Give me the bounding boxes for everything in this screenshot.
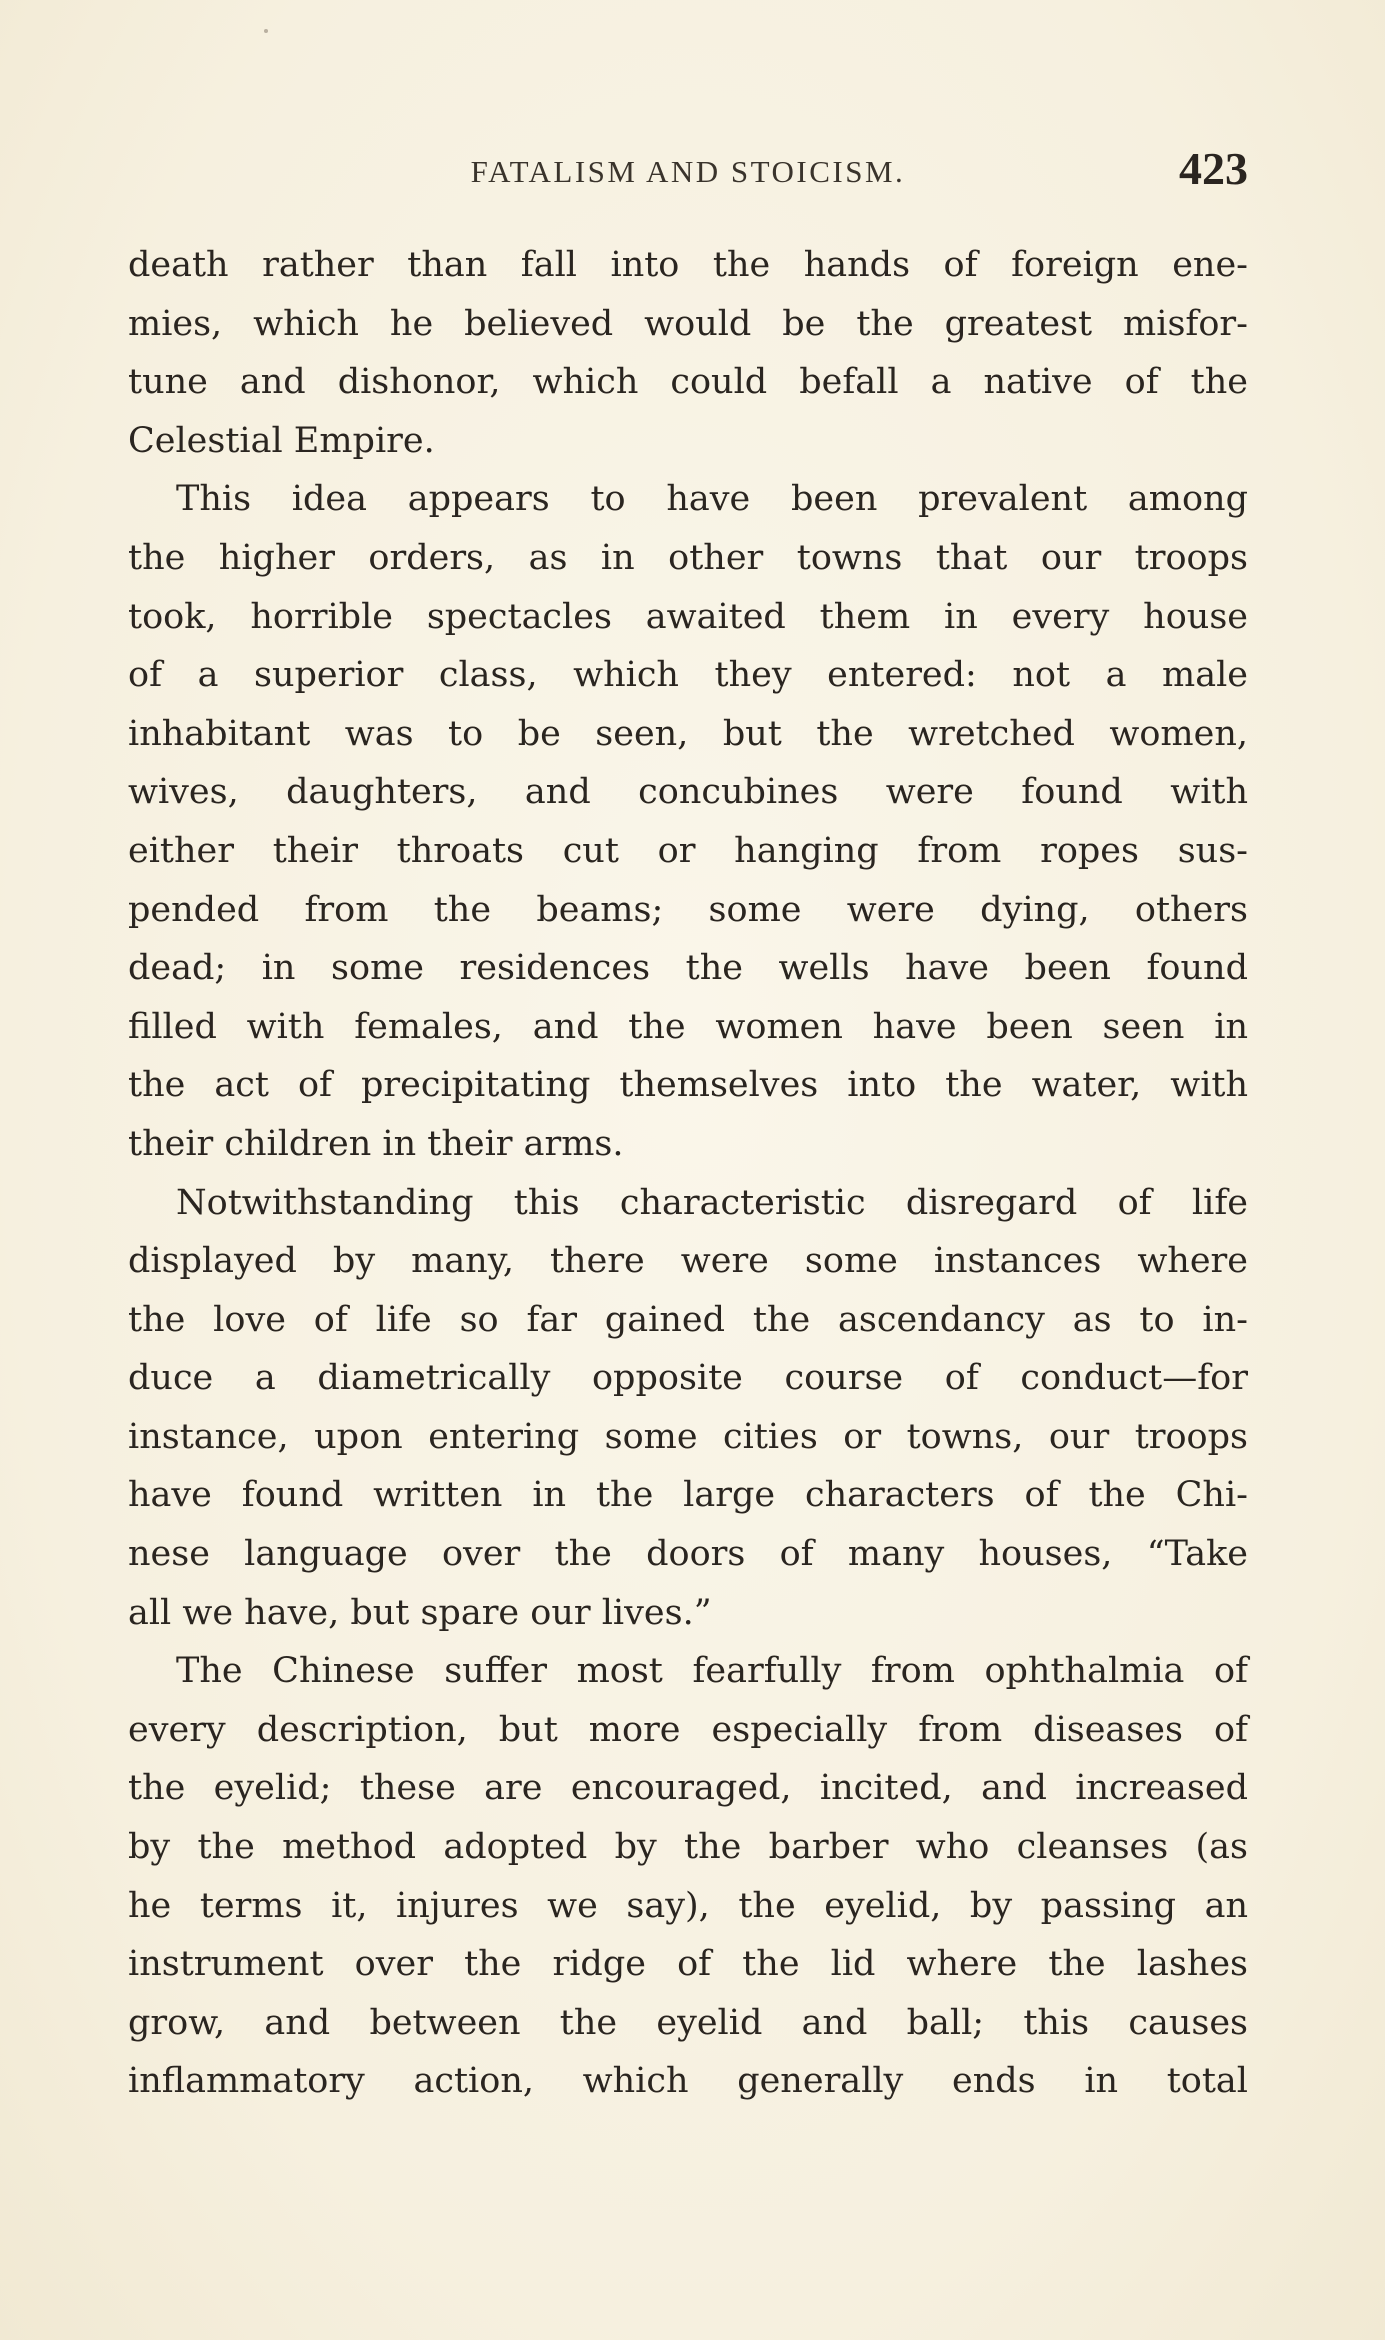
- paragraph-4: [128, 1642, 1248, 2111]
- text-line: all we have, but spare our lives.”: [128, 1592, 712, 1633]
- text-line: dead; in some residences the wells have been found: [128, 948, 1248, 989]
- text-line: their children in their arms.: [128, 1123, 624, 1164]
- text-line: have found written in the large characters of the Chi-: [128, 1475, 1248, 1516]
- text-line: the eyelid; these are encouraged, incited, and increased: [128, 1768, 1248, 1809]
- running-title: FATALISM AND STOICISM.: [470, 154, 906, 189]
- text-line: tune and dishonor, which could befall a native of the: [128, 362, 1248, 403]
- text-line: by the method adopted by the barber who cleanses (as: [128, 1827, 1248, 1868]
- text-line: displayed by many, there were some instances where: [128, 1241, 1248, 1282]
- text-line: inhabitant was to be seen, but the wretched women,: [128, 713, 1248, 754]
- text-line: filled with females, and the women have been seen in: [128, 1006, 1248, 1047]
- text-line: death rather than fall into the hands of foreign ene-: [128, 245, 1248, 285]
- page-number: 423: [1179, 143, 1248, 194]
- text-line: either their throats cut or hanging from ropes sus-: [128, 830, 1248, 871]
- text-line: nese language over the doors of many houses, “Take: [128, 1534, 1248, 1575]
- text-line: the act of precipitating themselves into the water, with: [128, 1065, 1248, 1106]
- text-line: wives, daughters, and concubines were found with: [128, 772, 1248, 813]
- text-line: took, horrible spectacles awaited them in every house: [128, 596, 1248, 637]
- text-line: grow, and between the eyelid and ball; this causes: [128, 2002, 1248, 2043]
- text-line: of a superior class, which they entered: not a male: [128, 655, 1248, 696]
- text-line: duce a diametrically opposite course of conduct—for: [128, 1358, 1248, 1399]
- text-line: instrument over the ridge of the lid where the lashes: [128, 1944, 1248, 1985]
- text-line: the higher orders, as in other towns that our troops: [128, 537, 1248, 578]
- text-line: pended from the beams; some were dying, others: [128, 889, 1248, 930]
- paragraph-3: [128, 1174, 1248, 1643]
- paragraph-1: [128, 236, 1248, 470]
- text-line: Notwithstanding this characteristic disregard of life: [176, 1182, 1248, 1223]
- text-line: mies, which he believed would be the greatest misfor-: [128, 303, 1248, 344]
- text-line: the love of life so far gained the ascendancy as to in-: [128, 1299, 1248, 1340]
- text-line: Celestial Empire.: [128, 420, 435, 461]
- text-line: inflammatory action, which generally ends in total: [128, 2061, 1248, 2102]
- text-line: This idea appears to have been prevalent among: [176, 479, 1248, 520]
- text-line: he terms it, injures we say), the eyelid, by passing an: [128, 1885, 1248, 1926]
- running-head: [128, 138, 1248, 198]
- text-line: instance, upon entering some cities or towns, our troops: [128, 1416, 1248, 1457]
- text-line: The Chinese suffer most fearfully from ophthalmia of: [176, 1651, 1248, 1692]
- paragraph-2: [128, 470, 1248, 1173]
- body-text: [128, 236, 1248, 2111]
- paper-speck: [264, 29, 268, 33]
- text-line: every description, but more especially from diseases of: [128, 1709, 1248, 1750]
